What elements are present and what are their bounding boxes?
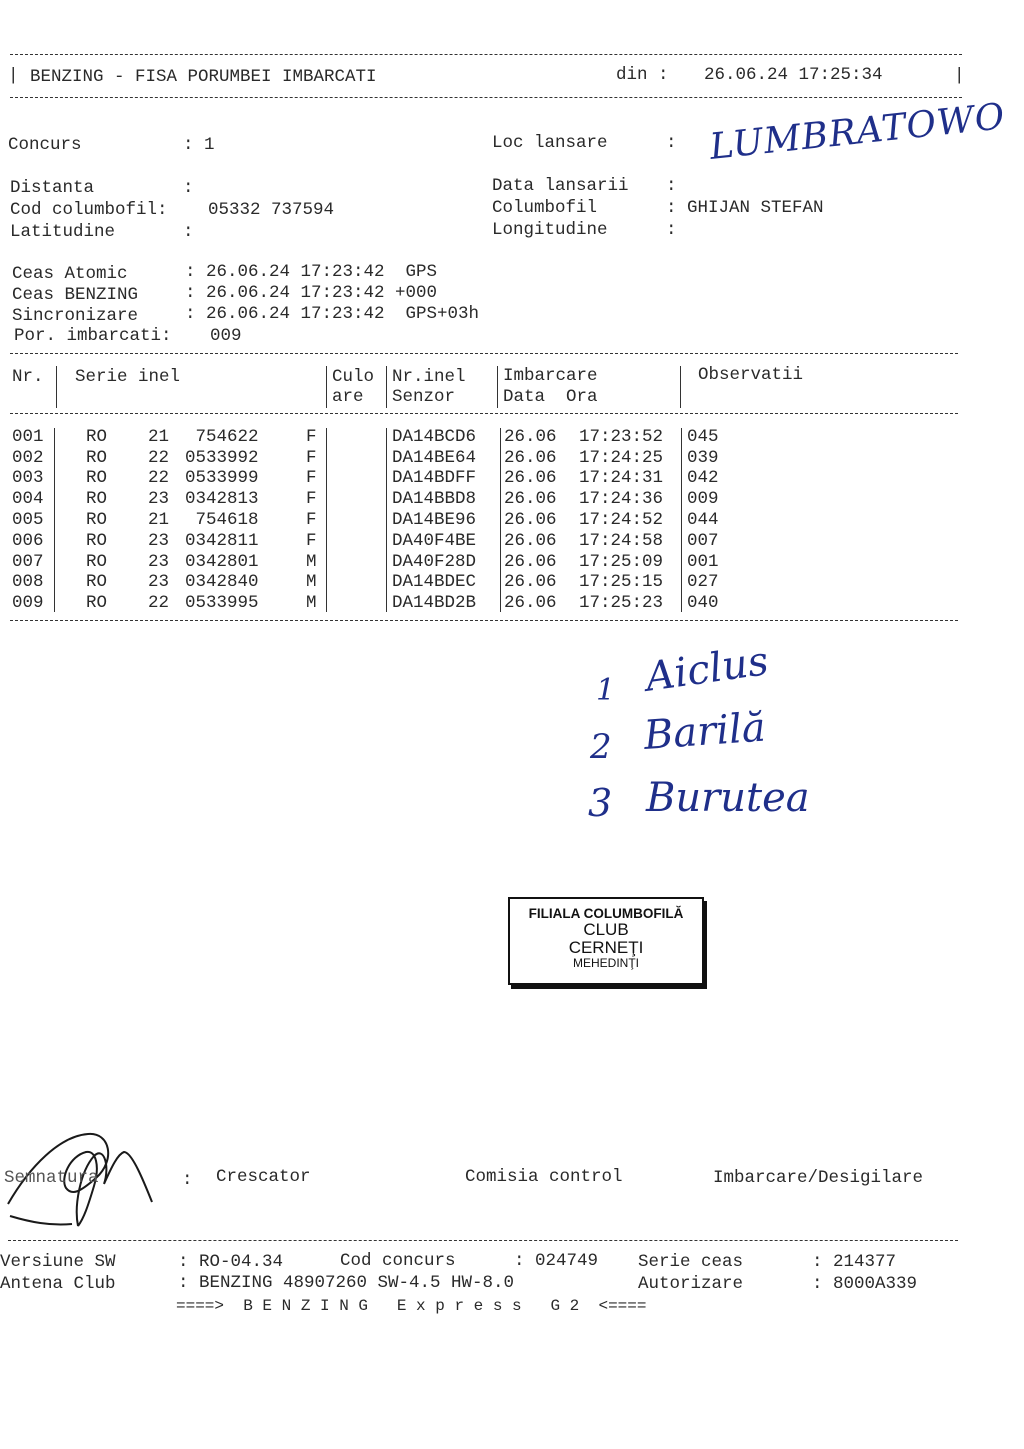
cell-nr: 001 [12, 427, 44, 447]
imbarcare-desigilare-label: Imbarcare/Desigilare [713, 1168, 924, 1188]
header-bottom-rule [10, 97, 962, 98]
cell-sex: F [306, 489, 317, 509]
cell-inel: 0342813 [185, 489, 259, 509]
cell-inel: 0342801 [185, 552, 259, 572]
hand-num-1: 1 [596, 673, 616, 708]
cell-data: 26.06 [504, 448, 557, 468]
latitudine-value: : [183, 222, 194, 242]
cell-ora: 17:25:09 [579, 552, 664, 572]
concurs-value: : 1 [183, 135, 215, 155]
cell-data: 26.06 [504, 489, 557, 509]
antena-club-value: : BENZING 48907260 SW-4.5 HW-8.0 [178, 1273, 515, 1293]
body-bar-2 [326, 428, 327, 612]
cell-tara: RO [86, 427, 108, 447]
col-header-nr: Nr. [12, 367, 44, 387]
semnatura-colon: : [182, 1170, 193, 1190]
cell-observatii: 042 [687, 468, 719, 488]
versiune-sw-value: : RO-04.34 [178, 1252, 284, 1272]
ceas-atomic-label: Ceas Atomic [12, 264, 128, 284]
cell-an: 22 [148, 448, 170, 468]
hand-name-3: Burutea [646, 775, 810, 821]
sincronizare-label: Sincronizare [12, 306, 139, 326]
cell-inel: 754622 [185, 427, 259, 447]
cell-senzor: DA14BBD8 [392, 489, 477, 509]
header-bar-1 [56, 366, 57, 408]
ceas-benzing-value: : 26.06.24 17:23:42 +000 [185, 283, 438, 303]
cell-data: 26.06 [504, 552, 557, 572]
footer-rule [8, 1240, 958, 1241]
col-header-imbarcare-2: Data Ora [503, 387, 598, 407]
cod-concurs-label: Cod concurs [340, 1251, 456, 1271]
col-header-imbarcare-1: Imbarcare [503, 366, 598, 386]
crescator-label: Crescator [216, 1167, 311, 1187]
cell-an: 23 [148, 531, 170, 551]
benzing-express-banner: ====> B E N Z I N G E x p r e s s G 2 <==== [176, 1297, 647, 1315]
columbofil-value: : GHIJAN STEFAN [666, 198, 824, 218]
cell-tara: RO [86, 510, 108, 530]
cell-ora: 17:25:15 [579, 572, 664, 592]
cell-senzor: DA14BE96 [392, 510, 477, 530]
cell-senzor: DA40F4BE [392, 531, 477, 551]
cell-sex: F [306, 510, 317, 530]
cell-data: 26.06 [504, 427, 557, 447]
autorizare-label: Autorizare [638, 1274, 744, 1294]
cell-ora: 17:25:23 [579, 593, 664, 613]
header-bar-2 [326, 366, 327, 408]
cell-ora: 17:23:52 [579, 427, 664, 447]
cell-an: 22 [148, 468, 170, 488]
cell-tara: RO [86, 593, 108, 613]
cell-observatii: 039 [687, 448, 719, 468]
cell-nr: 004 [12, 489, 44, 509]
cell-observatii: 001 [687, 552, 719, 572]
cell-inel: 754618 [185, 510, 259, 530]
cell-inel: 0533999 [185, 468, 259, 488]
cell-sex: F [306, 448, 317, 468]
cell-nr: 005 [12, 510, 44, 530]
cell-observatii: 045 [687, 427, 719, 447]
distanta-value: : [183, 178, 194, 198]
cod-columbofil-label: Cod columbofil: [10, 200, 168, 220]
distanta-label: Distanta [10, 178, 95, 198]
body-bar-3 [386, 428, 387, 612]
hand-num-3: 3 [588, 781, 613, 825]
cell-an: 22 [148, 593, 170, 613]
col-header-nrinel-2: Senzor [392, 387, 456, 407]
col-header-serie: Serie inel [75, 367, 181, 387]
cell-ora: 17:24:58 [579, 531, 664, 551]
latitudine-label: Latitudine [10, 222, 116, 242]
cell-nr: 009 [12, 593, 44, 613]
cell-an: 21 [148, 510, 170, 530]
header-title: BENZING - FISA PORUMBEI IMBARCATI [30, 67, 377, 87]
autorizare-value: : 8000A339 [812, 1274, 918, 1294]
header-left-bar: | [8, 66, 19, 86]
cell-data: 26.06 [504, 593, 557, 613]
table-bottom-rule [10, 620, 958, 621]
cell-nr: 007 [12, 552, 44, 572]
por-imbarcati-value: 009 [210, 326, 242, 346]
comisia-control-label: Comisia control [465, 1167, 623, 1187]
cell-nr: 006 [12, 531, 44, 551]
cell-tara: RO [86, 468, 108, 488]
header-right-bar: | [954, 66, 965, 86]
hand-num-2: 2 [590, 727, 612, 767]
cell-tara: RO [86, 489, 108, 509]
hand-name-2: Barilă [642, 704, 768, 759]
loc-lansare-handwritten: LUMBRATOWO [707, 96, 1008, 168]
cell-observatii: 027 [687, 572, 719, 592]
longitudine-value: : [666, 220, 677, 240]
header-din-label: din : [616, 65, 669, 85]
body-bar-4 [500, 428, 501, 612]
loc-lansare-colon: : [666, 133, 677, 153]
loc-lansare-label: Loc lansare [492, 133, 608, 153]
cell-nr: 003 [12, 468, 44, 488]
cell-inel: 0533995 [185, 593, 259, 613]
cell-an: 23 [148, 489, 170, 509]
col-header-culoare-1: Culo [332, 367, 375, 387]
col-header-nrinel-1: Nr.inel [392, 367, 466, 387]
cell-senzor: DA14BDEC [392, 572, 477, 592]
body-bar-5 [681, 428, 682, 612]
cell-observatii: 007 [687, 531, 719, 551]
columbofil-label: Columbofil [492, 198, 598, 218]
por-imbarcati-label: Por. imbarcati: [14, 326, 172, 346]
cell-observatii: 040 [687, 593, 719, 613]
cell-sex: F [306, 531, 317, 551]
antena-club-label: Antena Club [0, 1274, 116, 1294]
cell-observatii: 044 [687, 510, 719, 530]
cod-concurs-value: : 024749 [514, 1251, 599, 1271]
cell-tara: RO [86, 448, 108, 468]
semnatura-label: Semnatura [4, 1168, 99, 1188]
club-stamp [508, 897, 704, 985]
cell-ora: 17:24:31 [579, 468, 664, 488]
cell-data: 26.06 [504, 510, 557, 530]
header-bar-3 [386, 366, 387, 408]
serie-ceas-label: Serie ceas [638, 1252, 744, 1272]
versiune-sw-label: Versiune SW [0, 1252, 116, 1272]
data-lansarii-value: : [666, 176, 677, 196]
cell-an: 23 [148, 572, 170, 592]
cell-sex: F [306, 468, 317, 488]
cell-sex: M [306, 552, 317, 572]
table-top-rule [10, 353, 958, 354]
header-bar-5 [680, 366, 681, 408]
cell-ora: 17:24:52 [579, 510, 664, 530]
cell-senzor: DA14BD2B [392, 593, 477, 613]
cell-senzor: DA14BE64 [392, 448, 477, 468]
table-header-rule [10, 413, 958, 414]
cell-tara: RO [86, 531, 108, 551]
cell-inel: 0533992 [185, 448, 259, 468]
col-header-observatii: Observatii [698, 365, 804, 385]
cell-senzor: DA14BCD6 [392, 427, 477, 447]
cell-sex: M [306, 593, 317, 613]
col-header-culoare-2: are [332, 387, 364, 407]
cell-sex: M [306, 572, 317, 592]
data-lansarii-label: Data lansarii [492, 176, 629, 196]
cell-inel: 0342811 [185, 531, 259, 551]
cell-sex: F [306, 427, 317, 447]
stamp-line-4: MEHEDINŢI [573, 955, 639, 970]
cell-inel: 0342840 [185, 572, 259, 592]
cell-data: 26.06 [504, 572, 557, 592]
cell-senzor: DA40F28D [392, 552, 477, 572]
cell-nr: 002 [12, 448, 44, 468]
longitudine-label: Longitudine [492, 220, 608, 240]
cell-observatii: 009 [687, 489, 719, 509]
header-top-rule [10, 54, 962, 55]
concurs-label: Concurs [8, 135, 82, 155]
cod-columbofil-value: 05332 737594 [208, 200, 335, 220]
body-bar-1 [54, 428, 55, 612]
stamp-line-1: FILIALA COLUMBOFILĂ [528, 906, 684, 921]
cell-nr: 008 [12, 572, 44, 592]
serie-ceas-value: : 214377 [812, 1252, 897, 1272]
cell-ora: 17:24:36 [579, 489, 664, 509]
cell-senzor: DA14BDFF [392, 468, 477, 488]
cell-tara: RO [86, 572, 108, 592]
stamp-line-3: CERNEŢI [568, 938, 644, 958]
cell-tara: RO [86, 552, 108, 572]
cell-an: 21 [148, 427, 170, 447]
sincronizare-value: : 26.06.24 17:23:42 GPS+03h [185, 304, 480, 324]
cell-ora: 17:24:25 [579, 448, 664, 468]
ceas-atomic-value: : 26.06.24 17:23:42 GPS [185, 262, 438, 282]
stamp-line-2: CLUB [583, 920, 629, 940]
ceas-benzing-label: Ceas BENZING [12, 285, 139, 305]
header-din-value: 26.06.24 17:25:34 [704, 65, 883, 85]
cell-an: 23 [148, 552, 170, 572]
cell-data: 26.06 [504, 531, 557, 551]
header-bar-4 [497, 366, 498, 408]
hand-name-1: Aiclus [642, 638, 772, 701]
cell-data: 26.06 [504, 468, 557, 488]
